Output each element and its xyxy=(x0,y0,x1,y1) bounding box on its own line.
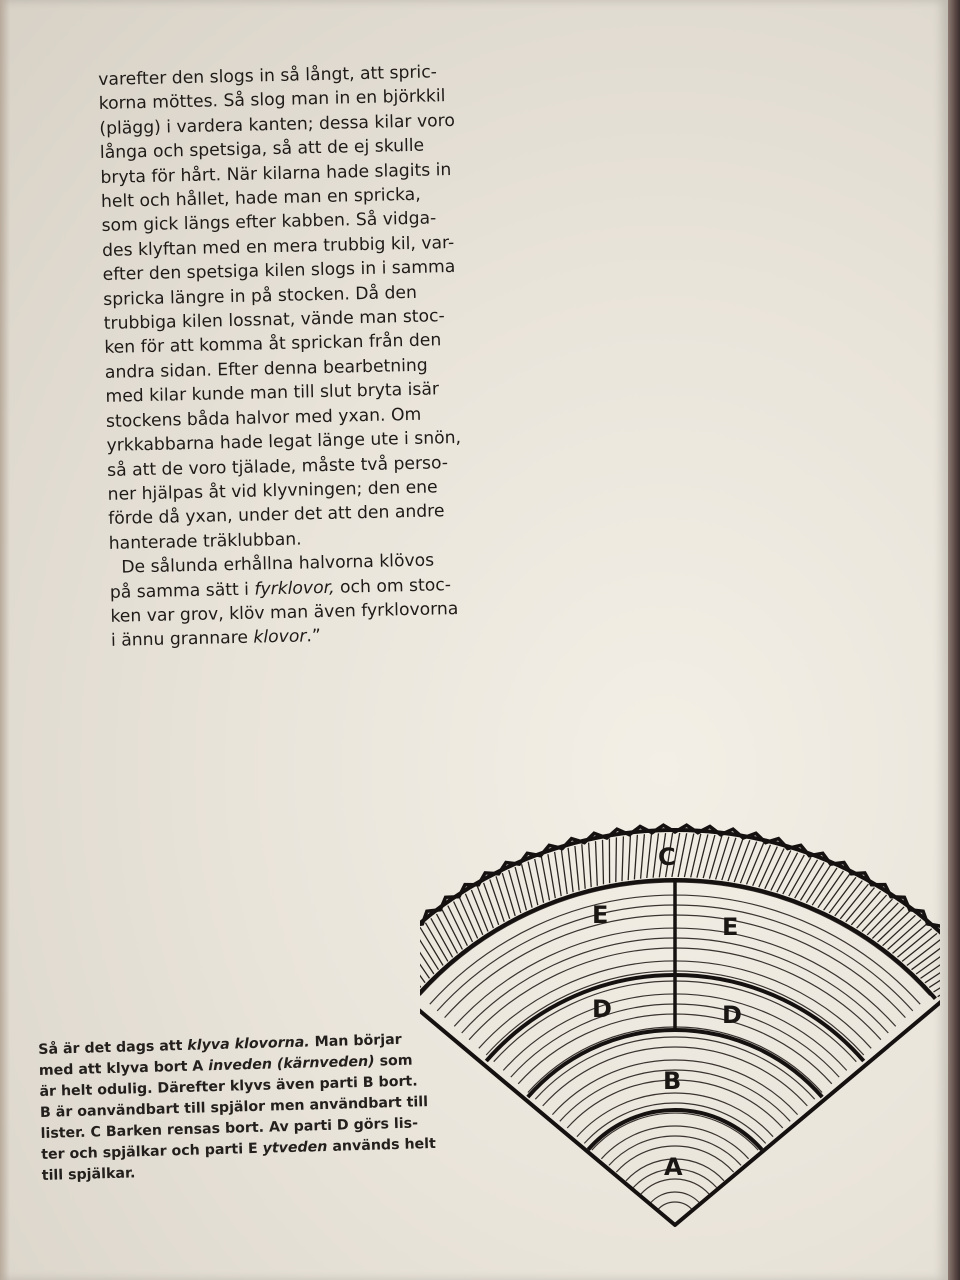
bark-hatch-stroke xyxy=(747,843,764,884)
bark-hatch-stroke xyxy=(840,884,868,919)
italic-term: ytveden xyxy=(262,1138,328,1157)
text-line: långa och spetsiga, så att de ej skulle xyxy=(99,135,425,164)
text-run: Man börjar xyxy=(309,1031,402,1051)
text-line: andra sidan. Efter denna bearbetning xyxy=(104,355,428,383)
text-run: Så är det dags att xyxy=(38,1037,188,1058)
bark-hatch-stroke xyxy=(541,857,549,901)
bark-hatch-stroke xyxy=(484,883,499,925)
bark-hatch-stroke xyxy=(912,943,941,970)
bark-hatch-stroke xyxy=(477,886,493,928)
bark-hatch-stroke xyxy=(622,836,623,881)
bark-hatch-stroke xyxy=(897,929,931,958)
bark-hatch-stroke xyxy=(496,876,510,919)
page-edge xyxy=(948,0,960,1280)
boundary-b-a xyxy=(588,1110,762,1150)
bark-hatch-stroke xyxy=(851,891,880,925)
bark-hatch-stroke xyxy=(835,881,863,916)
bark-hatch-stroke xyxy=(502,873,515,916)
label-b: B xyxy=(663,1067,682,1095)
text-run: .” xyxy=(306,626,322,647)
grain-line xyxy=(577,1093,773,1137)
text-line: spricka längre in på stocken. Då den xyxy=(103,282,418,310)
text-line: hanterade träklubban. xyxy=(108,529,302,554)
text-line: ken för att komma åt sprickan från den xyxy=(104,330,442,359)
text-run: med att klyva bort A xyxy=(38,1058,209,1079)
text-line: ken var grov, klöv man även fyrklovorna xyxy=(110,598,459,627)
bark-hatch-stroke xyxy=(862,899,893,932)
bark-hatch-stroke xyxy=(420,951,421,987)
bark-hatch-stroke xyxy=(934,969,941,992)
bark-hatch-stroke xyxy=(575,846,579,891)
text-line: med kilar kunde man till slut bryta isär xyxy=(105,379,440,408)
text-run: används helt xyxy=(327,1135,437,1155)
bark-hatch-stroke xyxy=(703,835,715,878)
grain-line xyxy=(658,1202,692,1210)
label-c: C xyxy=(658,843,676,871)
bark-hatch-stroke xyxy=(465,894,482,935)
log-wedge-illustration xyxy=(420,805,940,1245)
bark-hatch-stroke xyxy=(722,838,736,880)
bark-hatch-stroke xyxy=(709,836,722,879)
text-line: varefter den slogs in så långt, att spric- xyxy=(98,62,438,90)
bark-hatch-stroke xyxy=(846,888,875,922)
text-line: bryta för hårt. När kilarna hade slagits in xyxy=(100,159,452,188)
caption-line: till spjälkar. xyxy=(41,1165,136,1184)
text-line: yrkkabbarna hade legat länge ute i snön, xyxy=(106,427,462,456)
label-d-left: D xyxy=(592,995,612,1023)
bark-hatch-stroke xyxy=(734,840,750,882)
bark-hatch-stroke xyxy=(509,870,521,913)
bark-hatch-stroke xyxy=(568,848,573,892)
bark-hatch-stroke xyxy=(893,924,927,953)
label-a: A xyxy=(664,1153,683,1181)
italic-term: inveden (kärnveden) xyxy=(208,1053,375,1075)
bark-outer-edge xyxy=(420,825,940,972)
text-line: stockens båda halvor med yxan. Om xyxy=(105,404,422,432)
italic-term: fyrklovor, xyxy=(254,577,335,600)
bark-hatch-stroke xyxy=(888,920,921,950)
bark-hatch-stroke xyxy=(867,903,898,935)
bark-hatch-stroke xyxy=(872,907,904,939)
text-line: des klyftan med en mera trubbig kil, var- xyxy=(101,232,455,261)
bark-hatch-stroke xyxy=(878,911,910,942)
bark-hatch-stroke xyxy=(929,963,940,987)
bark-hatch-stroke xyxy=(555,852,562,896)
text-run: som xyxy=(374,1052,413,1070)
figure-caption xyxy=(38,1028,482,1187)
bark-hatch-stroke xyxy=(634,835,637,880)
grain-line xyxy=(651,1192,700,1203)
bark-hatch-stroke xyxy=(603,840,604,885)
text-line: korna möttes. Så slog man in en björkkil xyxy=(98,86,446,115)
bark-hatch-stroke xyxy=(641,834,645,879)
text-run: och om stoc- xyxy=(334,574,452,598)
bark-hatch-stroke xyxy=(561,850,567,894)
text-line: som gick längs efter kabben. Så vidga- xyxy=(101,208,437,237)
label-d-right: D xyxy=(722,1001,742,1029)
text-line: trubbiga kilen lossnat, vände man stoc- xyxy=(103,306,445,334)
text-run: på samma sätt i xyxy=(109,579,255,603)
text-line: förde då yxan, under det att den andre xyxy=(108,501,445,530)
italic-term: klovor xyxy=(253,626,307,648)
caption-line: är helt odulig. Därefter klyvs även parti B bort. xyxy=(39,1073,418,1100)
bark-hatch-stroke xyxy=(420,932,439,970)
bark-hatch-stroke xyxy=(616,837,617,882)
bark-hatch-stroke xyxy=(902,933,937,961)
bark-hatch-stroke xyxy=(883,915,916,945)
log-wedge-drawing xyxy=(420,805,940,1245)
label-e-right: E xyxy=(722,913,739,941)
caption-line: B är oanvändbart till spjälor men användbart till xyxy=(39,1094,429,1121)
bark-hatch-stroke xyxy=(471,890,488,932)
text-line: De sålunda erhållna halvorna klövos xyxy=(121,550,435,578)
bark-hatch-stroke xyxy=(515,867,526,910)
label-e-left: E xyxy=(592,901,609,929)
text-line: helt och hållet, hade man en spricka, xyxy=(100,184,421,212)
text-line: (plägg) i vardera kanten; dessa kilar voro xyxy=(99,110,456,139)
bark-hatch-stroke xyxy=(938,974,940,997)
text-line: efter den spetsiga kilen slogs in i samma xyxy=(102,257,456,286)
bark-hatch-stroke xyxy=(824,874,850,910)
text-line: så att de voro tjälade, måste två perso- xyxy=(106,452,449,481)
bark-hatch-stroke xyxy=(829,877,856,913)
bark-hatch-stroke xyxy=(857,895,887,928)
italic-term: klyva klovorna. xyxy=(187,1034,310,1054)
bark-hatch-stroke xyxy=(589,843,592,888)
bark-hatch-stroke xyxy=(740,842,756,884)
bark-hatch-stroke xyxy=(728,839,743,881)
body-text xyxy=(98,59,491,653)
text-run: ter och spjälkar och parti E xyxy=(40,1140,263,1163)
bark-hatch-stroke xyxy=(596,841,598,886)
bark-hatch-stroke xyxy=(490,880,504,922)
bark-hatch-stroke xyxy=(548,854,555,898)
caption-line: lister. C Barken rensas bort. Av parti D görs lis- xyxy=(40,1115,419,1142)
bark-hatch-stroke xyxy=(647,834,652,878)
bark-hatch-stroke xyxy=(716,837,729,880)
text-run: i ännu grannare xyxy=(110,627,254,652)
text-line: ner hjälpas åt vid klyvningen; den ene xyxy=(107,477,438,505)
bark-hatch-stroke xyxy=(628,836,630,881)
page-gutter-shadow xyxy=(0,0,10,1280)
bark-hatch-stroke xyxy=(582,844,585,889)
